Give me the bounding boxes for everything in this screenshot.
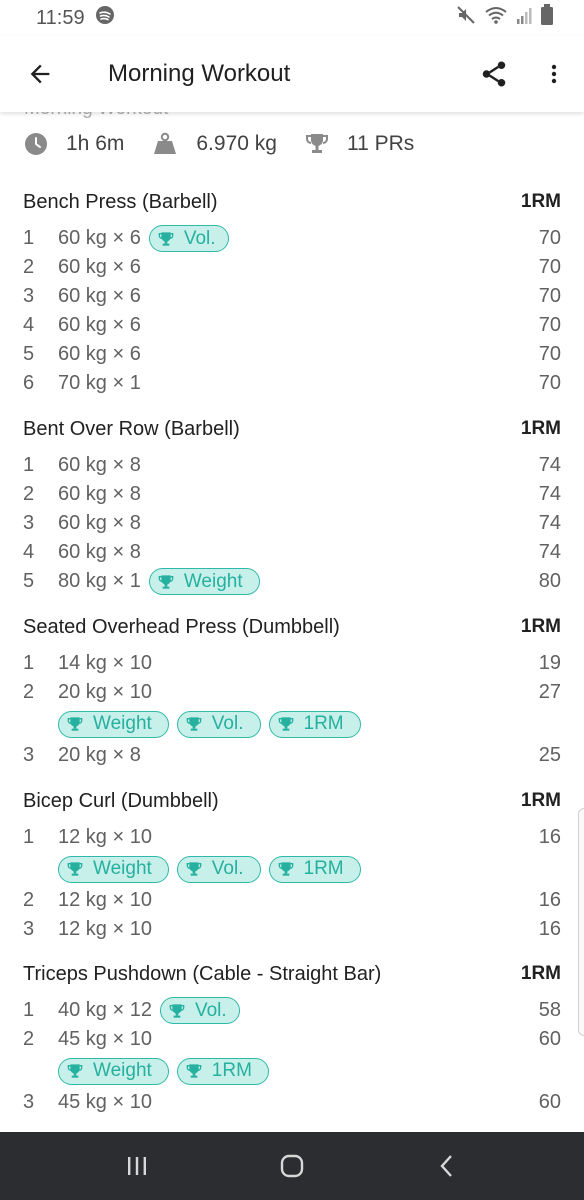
pr-badge-row — [0, 707, 584, 741]
clock-icon — [24, 132, 48, 156]
set-number: 6 — [23, 372, 35, 394]
badge-label: 1RM — [303, 858, 344, 879]
edge-panel-handle[interactable] — [578, 808, 584, 1036]
home-icon — [279, 1153, 305, 1179]
set-row — [0, 282, 584, 311]
set-1rm: 19 — [538, 652, 561, 674]
set-weight: 60 kg × 6 — [58, 343, 141, 365]
exercise-name: Triceps Pushdown (Cable - Straight Bar) — [23, 962, 382, 985]
set-row — [0, 823, 584, 852]
pr-badge — [177, 711, 261, 738]
pr-badge — [177, 1058, 269, 1085]
system-navigation-bar — [0, 1132, 584, 1200]
share-button[interactable] — [464, 36, 524, 112]
status-time: 11:59 — [36, 6, 85, 29]
set-1rm: 70 — [538, 256, 561, 278]
set-number: 5 — [23, 570, 35, 592]
set-number: 3 — [23, 918, 35, 940]
set-1rm: 70 — [538, 285, 561, 307]
set-number: 5 — [23, 343, 35, 365]
set-number: 1 — [23, 454, 35, 476]
set-row — [0, 915, 584, 944]
exercise-name: Bicep Curl (Dumbbell) — [23, 789, 219, 812]
badge-label: 1RM — [211, 1060, 252, 1081]
workout-stats — [24, 132, 442, 156]
badge-label: Vol. — [183, 227, 216, 249]
set-1rm: 70 — [538, 343, 561, 365]
set-weight: 80 kg × 1 — [58, 570, 141, 592]
badge-label: Weight — [183, 570, 243, 592]
set-number: 2 — [23, 889, 35, 911]
set-1rm: 16 — [538, 889, 561, 911]
set-weight: 60 kg × 8 — [58, 483, 141, 505]
set-row — [0, 996, 584, 1025]
pr-badge — [149, 568, 260, 595]
app-bar — [0, 36, 584, 112]
set-1rm: 27 — [538, 681, 561, 703]
chevron-left-icon — [436, 1153, 458, 1179]
one-rm-column-label: 1RM — [520, 418, 561, 439]
exercise-header — [0, 952, 584, 996]
set-row — [0, 224, 584, 253]
set-1rm: 60 — [538, 1028, 561, 1050]
trophy-icon — [158, 231, 174, 247]
exercise-name: Bench Press (Barbell) — [23, 190, 218, 213]
set-1rm: 60 — [538, 1091, 561, 1113]
set-weight: 60 kg × 8 — [58, 541, 141, 563]
set-weight: 45 kg × 10 — [58, 1028, 152, 1050]
set-row — [0, 1088, 584, 1117]
set-weight: 20 kg × 10 — [58, 681, 152, 703]
exercise-header — [0, 180, 584, 224]
set-number: 1 — [23, 227, 35, 249]
trophy-icon — [278, 716, 294, 732]
exercise-card[interactable] — [0, 605, 584, 770]
set-weight: 12 kg × 10 — [58, 826, 152, 848]
set-row — [0, 311, 584, 340]
pr-badge — [58, 711, 169, 738]
system-back-button[interactable] — [412, 1132, 482, 1200]
home-button[interactable] — [257, 1132, 327, 1200]
one-rm-column-label: 1RM — [520, 191, 561, 212]
set-weight: 45 kg × 10 — [58, 1091, 152, 1113]
set-weight: 40 kg × 12 — [58, 999, 152, 1021]
share-icon — [479, 59, 509, 89]
set-number: 2 — [23, 256, 35, 278]
set-1rm: 80 — [538, 570, 561, 592]
set-1rm: 25 — [538, 744, 561, 766]
battery-icon — [540, 4, 554, 32]
set-row — [0, 369, 584, 398]
set-number: 1 — [23, 652, 35, 674]
set-1rm: 70 — [538, 372, 561, 394]
set-weight: 60 kg × 6 — [58, 227, 141, 249]
stat-prs — [305, 132, 414, 156]
one-rm-column-label: 1RM — [520, 790, 561, 811]
status-bar — [0, 0, 584, 36]
stat-duration — [24, 132, 124, 156]
trophy-icon — [169, 1003, 185, 1019]
badge-label: Weight — [93, 713, 152, 734]
set-row — [0, 480, 584, 509]
pr-badge — [58, 856, 169, 883]
set-number: 3 — [23, 512, 35, 534]
set-1rm: 58 — [538, 999, 561, 1021]
trophy-icon — [186, 1063, 202, 1079]
pr-badge-row — [0, 852, 584, 886]
trophy-icon — [186, 861, 202, 877]
set-weight: 12 kg × 10 — [58, 918, 152, 940]
badge-label: Vol. — [194, 999, 227, 1021]
trophy-icon — [67, 716, 83, 732]
set-number: 3 — [23, 285, 35, 307]
volume-value: 6.970 kg — [196, 132, 277, 155]
set-weight: 12 kg × 10 — [58, 889, 152, 911]
exercise-name: Bent Over Row (Barbell) — [23, 417, 240, 440]
set-number: 4 — [23, 541, 35, 563]
set-number: 1 — [23, 826, 35, 848]
set-number: 4 — [23, 314, 35, 336]
more-options-button[interactable] — [524, 36, 584, 112]
pr-badge — [160, 997, 240, 1024]
exercise-card[interactable] — [0, 779, 584, 944]
set-weight: 14 kg × 10 — [58, 652, 152, 674]
set-weight: 60 kg × 6 — [58, 285, 141, 307]
exercise-card[interactable] — [0, 407, 584, 596]
pr-badge — [149, 225, 229, 252]
back-button[interactable] — [0, 36, 80, 112]
set-number: 2 — [23, 681, 35, 703]
set-weight: 70 kg × 1 — [58, 372, 141, 394]
pr-badge — [269, 856, 361, 883]
pr-badge-row — [0, 1054, 584, 1088]
set-row — [0, 678, 584, 707]
mute-icon — [456, 5, 476, 31]
one-rm-column-label: 1RM — [520, 963, 561, 984]
pr-badge — [177, 856, 261, 883]
badge-label: 1RM — [303, 713, 344, 734]
trophy-icon — [305, 132, 329, 156]
trophy-icon — [186, 716, 202, 732]
trophy-icon — [67, 861, 83, 877]
set-1rm: 74 — [538, 483, 561, 505]
set-weight: 60 kg × 8 — [58, 454, 141, 476]
stat-volume — [152, 132, 277, 156]
prs-value: 11 PRs — [346, 132, 415, 155]
exercise-name: Seated Overhead Press (Dumbbell) — [23, 615, 340, 638]
exercise-header — [0, 779, 584, 823]
pr-badge — [269, 711, 361, 738]
weight-icon — [152, 132, 178, 156]
exercise-header — [0, 407, 584, 451]
badge-label: Weight — [93, 858, 152, 879]
trophy-icon — [278, 861, 294, 877]
workout-detail[interactable] — [0, 112, 584, 1132]
set-weight: 60 kg × 6 — [58, 256, 141, 278]
set-row — [0, 509, 584, 538]
exercise-header — [0, 605, 584, 649]
set-row — [0, 340, 584, 369]
set-1rm: 74 — [538, 541, 561, 563]
pr-badge — [58, 1058, 169, 1085]
trophy-icon — [67, 1063, 83, 1079]
set-number: 3 — [23, 744, 35, 766]
badge-label: Vol. — [211, 713, 244, 734]
set-1rm: 74 — [538, 454, 561, 476]
set-1rm: 74 — [538, 512, 561, 534]
set-row — [0, 538, 584, 567]
one-rm-column-label: 1RM — [520, 616, 561, 637]
signal-icon — [516, 5, 532, 31]
set-number: 2 — [23, 483, 35, 505]
set-number: 1 — [23, 999, 35, 1021]
set-row — [0, 649, 584, 678]
set-row — [0, 567, 584, 596]
set-number: 2 — [23, 1028, 35, 1050]
set-weight: 20 kg × 8 — [58, 744, 141, 766]
set-row — [0, 253, 584, 282]
set-row — [0, 741, 584, 770]
set-1rm: 70 — [538, 314, 561, 336]
badge-label: Weight — [93, 1060, 152, 1081]
arrow-back-icon — [26, 60, 54, 88]
spotify-icon — [95, 5, 115, 31]
badge-label: Vol. — [211, 858, 244, 879]
set-1rm: 16 — [538, 918, 561, 940]
set-row — [0, 886, 584, 915]
wifi-icon — [484, 5, 508, 31]
recents-button[interactable] — [102, 1132, 172, 1200]
set-weight: 60 kg × 8 — [58, 512, 141, 534]
duration-value: 1h 6m — [66, 132, 125, 155]
exercise-card[interactable] — [0, 180, 584, 398]
set-weight: 60 kg × 6 — [58, 314, 141, 336]
exercise-card[interactable] — [0, 952, 584, 1117]
set-1rm: 16 — [538, 826, 561, 848]
set-row — [0, 1025, 584, 1054]
set-1rm: 70 — [538, 227, 561, 249]
set-number: 3 — [23, 1091, 35, 1113]
recents-icon — [125, 1155, 149, 1177]
more-vert-icon — [542, 60, 566, 88]
page-title: Morning Workout — [108, 60, 291, 87]
trophy-icon — [158, 574, 174, 590]
set-row — [0, 451, 584, 480]
